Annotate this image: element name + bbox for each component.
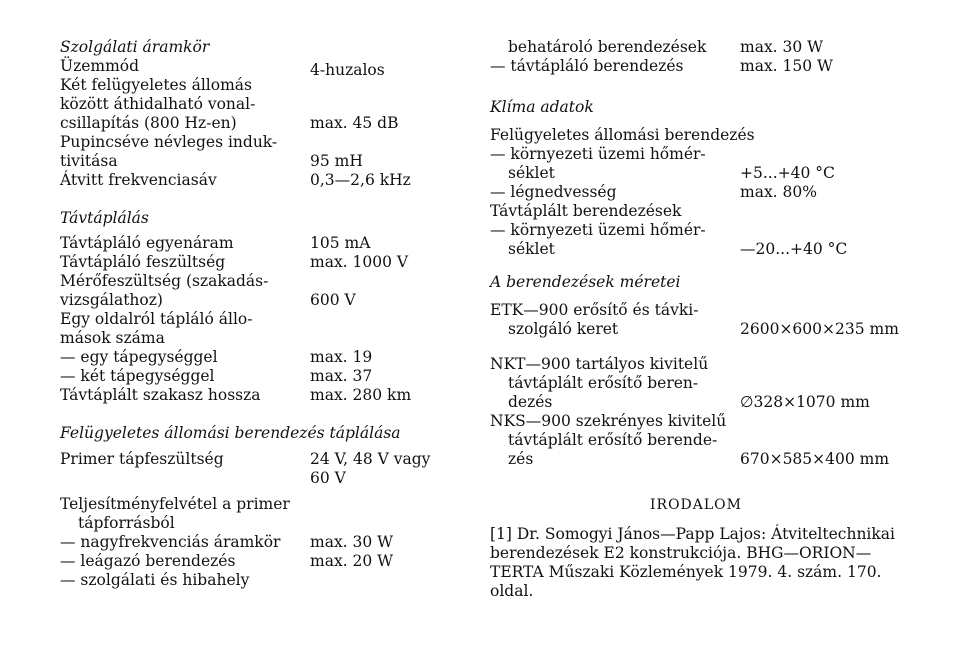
spec-row: [60, 272, 465, 310]
spec-value: 4-huzalos: [310, 61, 385, 79]
spec-label: — nagyfrekvenciás áramkör: [60, 533, 281, 551]
right-column: [490, 38, 910, 469]
spec-label: ETK—900 erősítő és távki-: [490, 301, 699, 319]
spec-row: [490, 126, 910, 145]
spec-row: [60, 310, 465, 348]
spec-value: max. 1000 V: [310, 253, 409, 271]
section-heading: Klíma adatok: [490, 98, 594, 116]
spec-label: távtáplált erősítő beren-: [508, 374, 699, 392]
spec-label: — környezeti üzemi hőmér-: [490, 221, 706, 239]
spec-row: [490, 202, 910, 221]
spec-label: — környezeti üzemi hőmér-: [490, 145, 706, 163]
spec-label: séklet: [508, 240, 555, 258]
spec-row: [60, 571, 465, 590]
spec-value: —20...+40 °C: [740, 240, 848, 258]
spec-value: 0,3—2,6 kHz: [310, 171, 411, 189]
spec-row: [490, 301, 910, 339]
spec-label: Üzemmód: [60, 57, 140, 75]
spec-label: séklet: [508, 164, 555, 182]
spec-label: Két felügyeletes állomás: [60, 76, 252, 94]
spec-value: 60 V: [310, 469, 346, 487]
spec-value: 95 mH: [310, 152, 363, 170]
spec-row: [60, 57, 465, 79]
spec-row: [490, 221, 910, 259]
spec-value: max. 30 W: [740, 38, 824, 56]
spec-row: [60, 386, 465, 405]
spec-label: Távtápláló egyenáram: [60, 234, 234, 252]
spec-value: max. 30 W: [310, 533, 394, 551]
spec-label: Távtápláló feszültség: [60, 253, 226, 271]
spec-label: Primer tápfeszültség: [60, 450, 224, 468]
spec-label: Távtáplált szakasz hossza: [60, 386, 261, 404]
spec-row: [490, 145, 910, 183]
spec-label: — két tápegységgel: [60, 367, 215, 385]
spec-value: 600 V: [310, 291, 356, 309]
spec-row: [490, 183, 910, 202]
spec-label: Teljesítményfelvétel a primer: [60, 495, 290, 513]
spec-label: — leágazó berendezés: [60, 552, 236, 570]
spec-value: 24 V, 48 V vagy: [310, 450, 431, 468]
spec-label: szolgáló keret: [508, 320, 619, 338]
spec-label: — légnedvesség: [490, 183, 617, 201]
spec-label: — egy tápegységgel: [60, 348, 218, 366]
spec-label: Távtáplált berendezések: [490, 202, 682, 220]
spec-row: [490, 57, 910, 76]
spec-row: [60, 133, 465, 171]
spec-value: max. 80%: [740, 183, 817, 201]
references-heading: IRODALOM: [650, 497, 742, 513]
spec-label: Felügyeletes állomási berendezés: [490, 126, 755, 144]
spec-label: Pupincséve névleges induk-: [60, 133, 278, 151]
spec-row: [60, 234, 465, 253]
spec-label: zés: [508, 450, 534, 468]
spec-label: között áthidalható vonal-: [60, 95, 256, 113]
spec-label: tápforrásból: [78, 514, 175, 532]
spec-row: [490, 38, 910, 57]
spec-value: 670×585×400 mm: [740, 450, 890, 468]
spec-label: távtáplált erősítő berende-: [508, 431, 718, 449]
spec-row: [60, 552, 465, 571]
spec-value: +5...+40 °C: [740, 164, 835, 182]
spec-value: 105 mA: [310, 234, 371, 252]
spec-label: behatároló berendezések: [508, 38, 707, 56]
spec-row: [60, 495, 465, 533]
spec-value: max. 150 W: [740, 57, 833, 75]
spec-label: Mérőfeszültség (szakadás-: [60, 272, 269, 290]
spec-label: NKT—900 tartályos kivitelű: [490, 355, 709, 373]
section-heading: Szolgálati áramkör: [60, 38, 210, 56]
spec-row: [60, 533, 465, 552]
section-heading: Távtáplálás: [60, 209, 149, 227]
spec-value: max. 20 W: [310, 552, 394, 570]
spec-row: [60, 348, 465, 367]
spec-row: [60, 171, 465, 190]
spec-row: [60, 253, 465, 272]
spec-label: vizsgálathoz): [60, 291, 163, 309]
spec-label: tivitása: [60, 152, 118, 170]
spec-value: max. 280 km: [310, 386, 412, 404]
reference-item: [1] Dr. Somogyi János—Papp Lajos: Átviteltechnikai berendezések E2 konstrukciója. BHG—ORION—TERTA Műszaki Közlemények 1979. 4. szám. 170. oldal.: [490, 525, 895, 600]
spec-label: — távtápláló berendezés: [490, 57, 684, 75]
spec-label: — szolgálati és hibahely: [60, 571, 250, 589]
spec-value: max. 19: [310, 348, 373, 366]
spec-value: max. 45 dB: [310, 114, 399, 132]
spec-label: Egy oldalról tápláló állo-: [60, 310, 253, 328]
spec-label: NKS—900 szekrényes kivitelű: [490, 412, 727, 430]
section-heading: Felügyeletes állomási berendezés táplálása: [60, 424, 401, 442]
left-column: [60, 38, 465, 590]
spec-row: [60, 450, 465, 487]
spec-row: [60, 367, 465, 386]
spec-row: [490, 355, 910, 412]
section-heading: A berendezések méretei: [490, 273, 681, 291]
spec-row: [490, 412, 910, 469]
spec-value: 2600×600×235 mm: [740, 320, 899, 338]
spec-label: mások száma: [60, 329, 165, 347]
spec-value: ∅328×1070 mm: [740, 393, 870, 411]
spec-row: [60, 76, 465, 133]
spec-label: dezés: [508, 393, 553, 411]
spec-label: Átvitt frekvenciasáv: [60, 171, 217, 189]
spec-value: max. 37: [310, 367, 373, 385]
spec-label: csillapítás (800 Hz-en): [60, 114, 237, 132]
